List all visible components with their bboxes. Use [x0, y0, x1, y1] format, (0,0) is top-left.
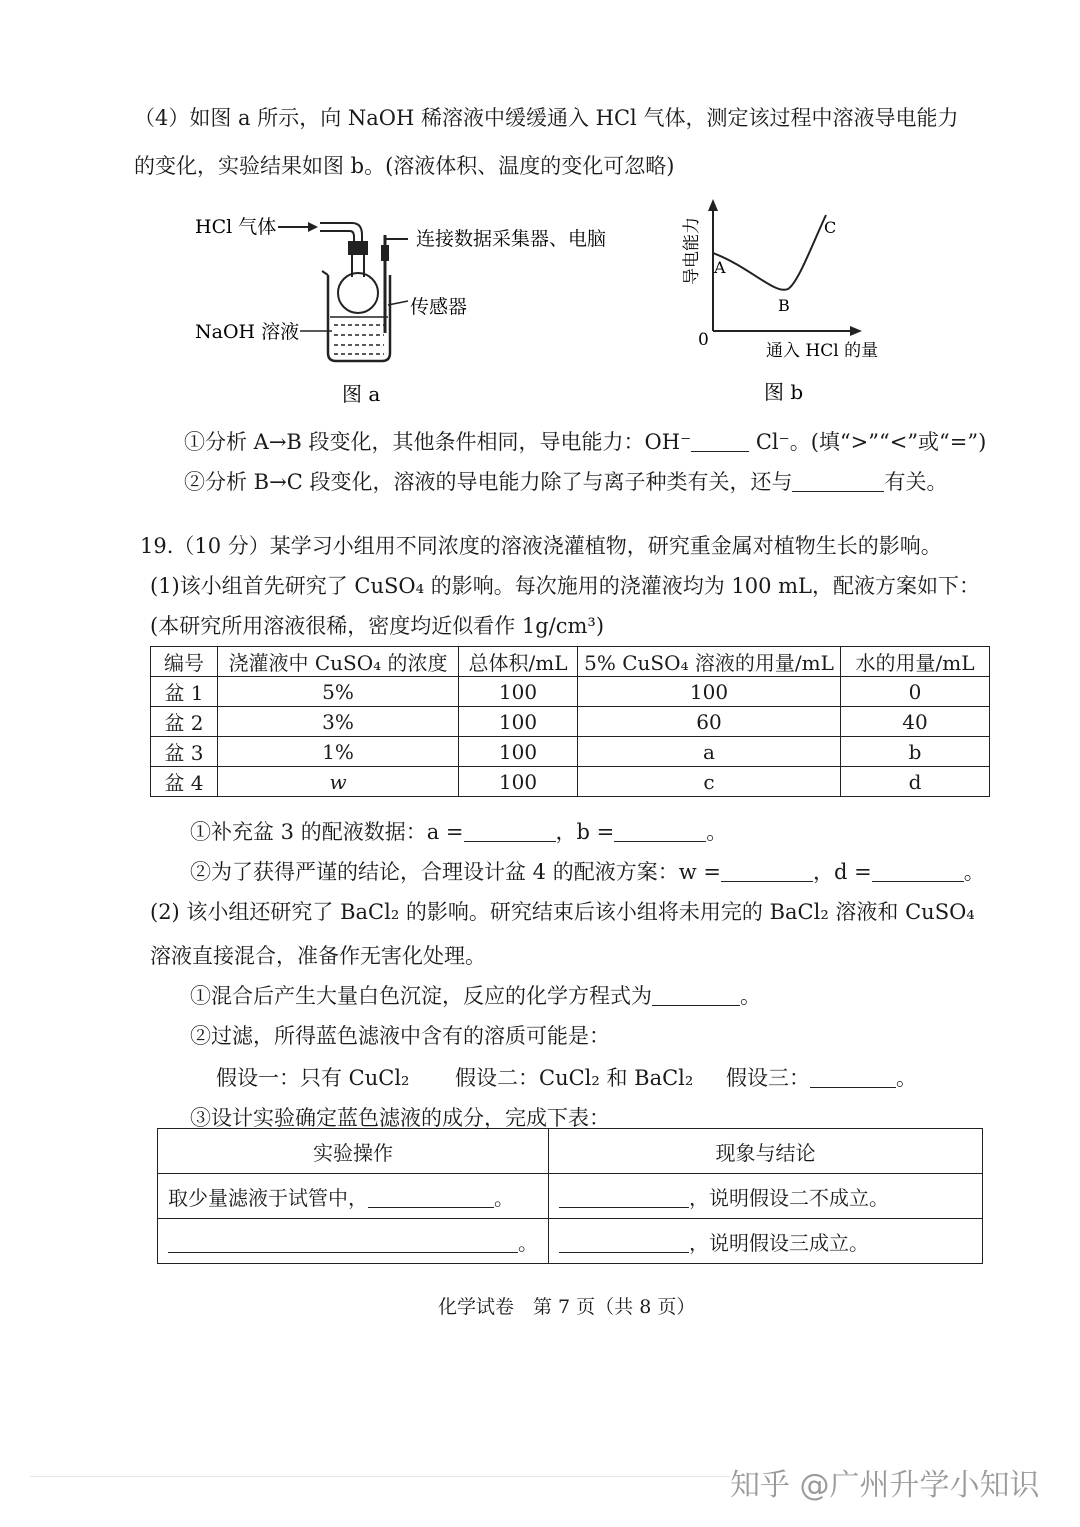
table-cell: c [578, 767, 841, 797]
exp-table-row [158, 1219, 983, 1264]
table-cell: b [841, 737, 990, 767]
q19-p2s1-text: ①混合后产生大量白色沉淀，反应的化学方程式为 [190, 984, 652, 1008]
q19-p2s2: ②过滤，所得蓝色滤液中含有的溶质可能是： [190, 1024, 610, 1048]
q19-p2s1-end: 。 [740, 984, 761, 1008]
exp-op-text: 取少量滤液于试管中， [168, 1185, 368, 1210]
q19-title: 19.（10 分）某学习小组用不同浓度的溶液浇灌植物，研究重金属对植物生长的影响。 [140, 534, 942, 558]
fig-b-origin: 0 [698, 330, 709, 350]
answer-blank[interactable] [691, 431, 749, 452]
exp-result-text: ，说明假设二不成立。 [689, 1185, 889, 1210]
q18-sub2 [184, 466, 947, 496]
table-cell: 100 [459, 737, 578, 767]
q19-s2-text: ②为了获得严谨的结论，合理设计盆 4 的配液方案：w = [190, 860, 721, 884]
table-header: 水的用量/mL [841, 647, 990, 677]
exp-cell-operation [158, 1219, 549, 1264]
table-cell: 盆 4 [151, 767, 218, 797]
table-header-row [151, 647, 990, 677]
q19-s2-end: 。 [963, 860, 985, 884]
answer-blank[interactable] [792, 471, 884, 492]
fig-a-sensor-label: 传感器 [410, 296, 468, 318]
fig-a-caption: 图 a [342, 382, 381, 406]
answer-blank[interactable] [559, 1232, 689, 1253]
q19-part1-line1: (1)该小组首先研究了 CuSO₄ 的影响。每次施用的浇灌液均为 100 mL，配液方案如下： [150, 574, 980, 598]
q18-sub1-text: ①分析 A→B 段变化，其他条件相同，导电能力：OH⁻ [184, 430, 692, 454]
table-cell: 0 [841, 677, 990, 707]
q18-4-line1: （4）如图 a 所示，向 NaOH 稀溶液中缓缓通入 HCl 气体，测定该过程中溶液导电能力 [134, 106, 959, 130]
q19-p2s1 [190, 980, 761, 1010]
answer-blank[interactable] [721, 861, 813, 882]
q19-s2 [190, 856, 985, 886]
table-cell: 5% [218, 677, 459, 707]
table-cell: 60 [578, 707, 841, 737]
hypothesis-2: 假设二：CuCl₂ 和 BaCl₂ [455, 1066, 694, 1090]
q19-part2-line2: 溶液直接混合，准备作无害化处理。 [150, 944, 486, 968]
point-a-label: A [714, 258, 726, 277]
q19-s1-end: 。 [706, 820, 728, 844]
table-row [151, 707, 990, 737]
table-cell: 盆 2 [151, 707, 218, 737]
table-cell: a [578, 737, 841, 767]
table-cell: 1% [218, 737, 459, 767]
table-row [151, 737, 990, 767]
exp-header-operation: 实验操作 [158, 1129, 549, 1174]
answer-blank[interactable] [168, 1232, 518, 1253]
answer-blank[interactable] [810, 1067, 896, 1088]
q19-s1-text: ①补充盆 3 的配液数据：a = [190, 820, 464, 844]
q18-sub1 [184, 426, 986, 456]
answer-blank[interactable] [368, 1187, 494, 1208]
exp-table-row [158, 1174, 983, 1219]
answer-blank[interactable] [872, 861, 964, 882]
answer-blank[interactable] [614, 821, 706, 842]
q19-p2s3: ③设计实验确定蓝色滤液的成分，完成下表： [190, 1106, 610, 1130]
table-cell: 100 [578, 677, 841, 707]
figure-a-apparatus [180, 205, 650, 420]
hypothesis-3 [726, 1062, 917, 1092]
table-cell: w [218, 767, 459, 797]
gas-tube [320, 223, 362, 243]
table-header: 总体积/mL [459, 647, 578, 677]
table-cell: 3% [218, 707, 459, 737]
table-cell: 盆 1 [151, 677, 218, 707]
solution-table [150, 646, 990, 797]
answer-blank[interactable] [559, 1187, 689, 1208]
conductivity-curve [713, 215, 826, 290]
exp-cell-operation [158, 1174, 549, 1219]
hypothesis-3-end: 。 [896, 1066, 917, 1090]
table-cell: d [841, 767, 990, 797]
fig-b-xlabel: 通入 HCl 的量 [766, 341, 879, 361]
fig-b-caption: 图 b [764, 380, 804, 404]
q18-sub2-text: ②分析 B→C 段变化，溶液的导电能力除了与离子种类有关，还与 [184, 470, 793, 494]
exp-cell-result [549, 1174, 983, 1219]
table-cell: 40 [841, 707, 990, 737]
experiment-table [157, 1128, 983, 1264]
hcl-arrow-head [308, 222, 318, 232]
point-c-label: C [824, 218, 837, 237]
fig-a-hcl-label: HCl 气体 [195, 216, 277, 238]
page-footer: 化学试卷 第 7 页（共 8 页） [438, 1296, 696, 1318]
gas-bulb [338, 273, 378, 313]
exp-result-text: ，说明假设三成立。 [689, 1230, 869, 1255]
q18-4-line2: 的变化，实验结果如图 b。(溶液体积、温度的变化可忽略) [134, 154, 675, 178]
exp-op-end: 。 [494, 1185, 514, 1210]
stopper [348, 241, 368, 255]
table-header: 编号 [151, 647, 218, 677]
q18-sub2-text-end: 有关。 [884, 470, 948, 494]
exp-op-end: 。 [518, 1230, 538, 1255]
table-cell: 100 [459, 767, 578, 797]
q19-s1-mid: ，b = [555, 820, 615, 844]
beaker [328, 275, 390, 361]
q19-s1 [190, 816, 727, 846]
answer-blank[interactable] [652, 985, 740, 1006]
table-cell: 100 [459, 677, 578, 707]
hypothesis-1: 假设一：只有 CuCl₂ [216, 1066, 410, 1090]
hypothesis-3-text: 假设三： [726, 1066, 810, 1090]
q19-part2-line1: (2) 该小组还研究了 BaCl₂ 的影响。研究结束后该小组将未用完的 BaCl₂ 溶液和 CuSO₄ [150, 900, 975, 924]
fig-a-naoh-label: NaOH 溶液 [195, 321, 300, 343]
exp-table-header-row [158, 1129, 983, 1174]
exp-cell-result [549, 1219, 983, 1264]
q18-sub1-text-end: Cl⁻。(填“>”“<”或“=”) [755, 430, 987, 454]
divider [30, 1476, 730, 1477]
table-header: 浇灌液中 CuSO₄ 的浓度 [218, 647, 459, 677]
figure-b-graph [680, 195, 890, 415]
fig-b-ylabel: 导电能力 [682, 217, 702, 285]
table-cell: 100 [459, 707, 578, 737]
watermark: 知乎 @广州升学小知识 [730, 1468, 1040, 1503]
table-row [151, 767, 990, 797]
point-b-label: B [778, 296, 790, 315]
table-header: 5% CuSO₄ 溶液的用量/mL [578, 647, 841, 677]
q19-part1-line2: (本研究所用溶液很稀，密度均近似看作 1g/cm³) [150, 614, 605, 638]
exp-header-result: 现象与结论 [549, 1129, 983, 1174]
answer-blank[interactable] [464, 821, 556, 842]
q19-s2-mid: ，d = [812, 860, 872, 884]
table-row [151, 677, 990, 707]
table-cell: 盆 3 [151, 737, 218, 767]
fig-a-connect-label: 连接数据采集器、电脑 [416, 228, 607, 250]
